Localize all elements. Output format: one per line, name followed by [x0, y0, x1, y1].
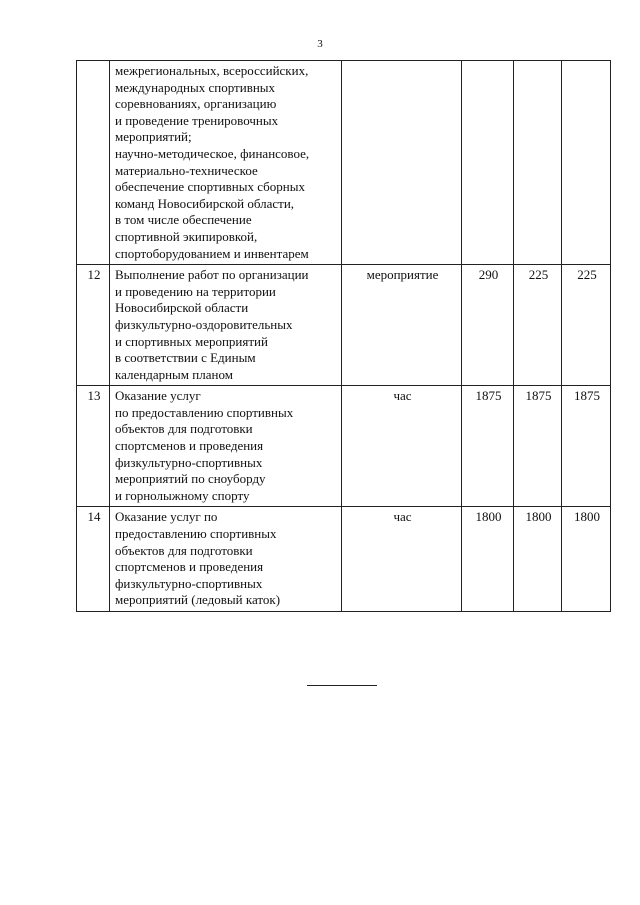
description-line: Оказание услуг	[115, 388, 201, 404]
row-value-1: 290	[462, 265, 514, 386]
table-row	[77, 507, 611, 612]
description-line: спортоборудованием и инвентарем	[115, 245, 309, 261]
row-number: 13	[77, 386, 110, 507]
row-value-2: 225	[514, 265, 562, 386]
description-line: команд Новосибирской области,	[115, 195, 295, 211]
description-line: объектов для подготовки	[115, 421, 253, 437]
description-line: материально-техническое	[115, 162, 258, 178]
description-line: объектов для подготовки	[115, 542, 253, 558]
description-line: мероприятий (ледовый каток)	[115, 592, 281, 608]
description-line: календарным планом	[115, 366, 233, 382]
description-line: и горнолыжному спорту	[115, 487, 250, 503]
description-line: спортивной экипировкой,	[115, 228, 258, 244]
description-line: обеспечение спортивных сборных	[115, 179, 305, 195]
row-description	[110, 507, 342, 612]
description-line: предоставлению спортивных	[115, 526, 277, 542]
description-line: физкультурно-спортивных	[115, 575, 263, 591]
description-line: спортсменов и проведения	[115, 559, 264, 575]
row-value-1: 1800	[462, 507, 514, 612]
description-line: Выполнение работ по организации	[115, 267, 309, 283]
closing-separator-line	[307, 685, 377, 686]
description-line: мероприятий по сноуборду	[115, 471, 266, 487]
row-number	[77, 61, 110, 265]
row-description	[110, 61, 342, 265]
row-number: 14	[77, 507, 110, 612]
description-line: в соответствии с Единым	[115, 350, 256, 366]
row-value-3	[562, 61, 611, 265]
description-line: спортсменов и проведения	[115, 438, 264, 454]
services-table	[76, 60, 611, 612]
table-row	[77, 265, 611, 386]
table-row	[77, 386, 611, 507]
description-line: мероприятий;	[115, 129, 192, 145]
description-line: Новосибирской области	[115, 300, 249, 316]
description-line: физкультурно-оздоровительных	[115, 316, 293, 332]
row-unit: мероприятие	[342, 265, 462, 386]
row-unit	[342, 61, 462, 265]
row-description	[110, 386, 342, 507]
description-line: и проведение тренировочных	[115, 112, 279, 128]
row-unit: час	[342, 386, 462, 507]
row-value-1: 1875	[462, 386, 514, 507]
description-line: международных спортивных	[115, 79, 276, 95]
description-line: научно-методическое, финансовое,	[115, 145, 310, 161]
description-line: физкультурно-спортивных	[115, 454, 263, 470]
description-line: по предоставлению спортивных	[115, 404, 294, 420]
description-line: и спортивных мероприятий	[115, 333, 268, 349]
row-unit: час	[342, 507, 462, 612]
row-value-3: 1800	[562, 507, 611, 612]
row-value-2: 1800	[514, 507, 562, 612]
row-value-3: 225	[562, 265, 611, 386]
description-line: и проведению на территории	[115, 283, 276, 299]
page-number: 3	[317, 38, 323, 50]
row-description	[110, 265, 342, 386]
description-line: соревнованиях, организацию	[115, 96, 277, 112]
description-line: в том числе обеспечение	[115, 212, 252, 228]
row-number: 12	[77, 265, 110, 386]
description-line: межрегиональных, всероссийских,	[115, 63, 309, 78]
row-value-1	[462, 61, 514, 265]
table-row	[77, 61, 611, 265]
description-line: Оказание услуг по	[115, 509, 218, 525]
row-value-3: 1875	[562, 386, 611, 507]
row-value-2	[514, 61, 562, 265]
row-value-2: 1875	[514, 386, 562, 507]
